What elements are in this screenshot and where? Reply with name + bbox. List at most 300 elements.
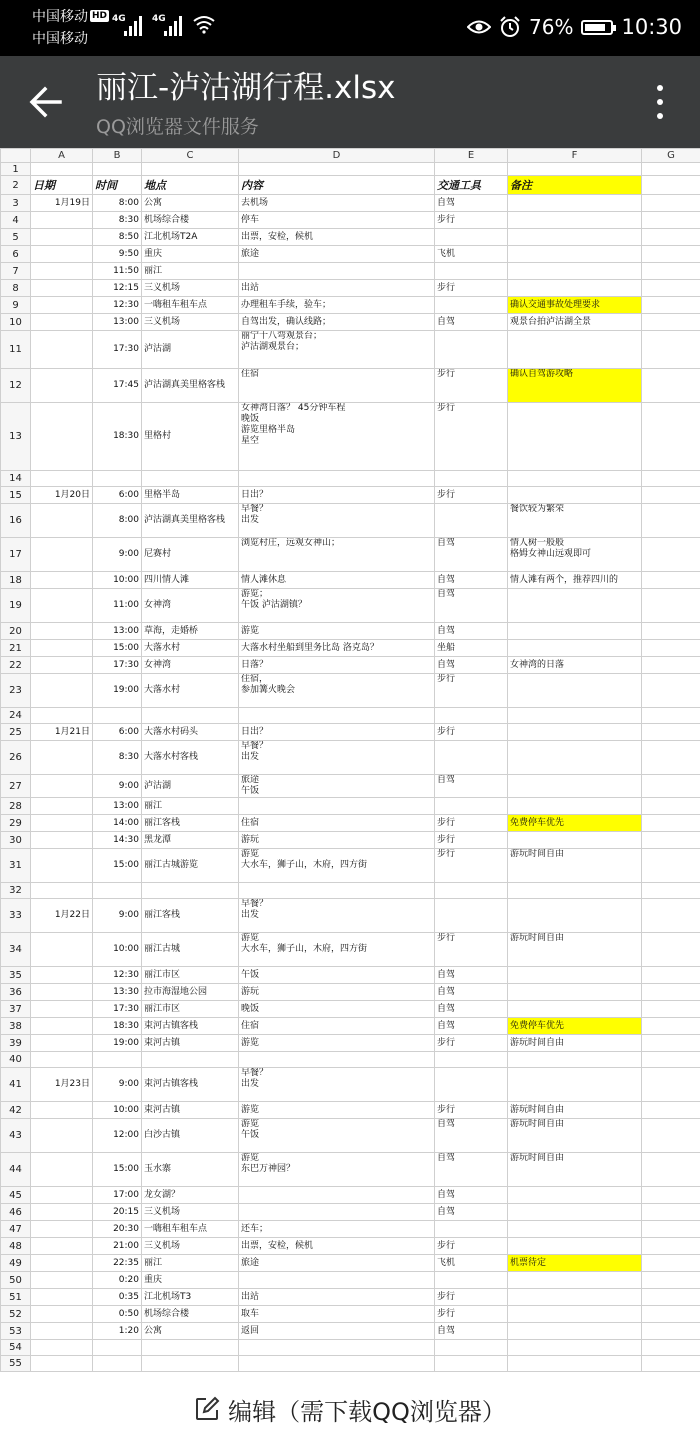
cell-notes[interactable]: [508, 832, 642, 849]
cell-notes[interactable]: [508, 1340, 642, 1356]
cell-content[interactable]: [239, 1187, 435, 1204]
cell-transport[interactable]: 飞机: [435, 1255, 508, 1272]
cell[interactable]: [642, 195, 700, 212]
cell-place[interactable]: 重庆: [142, 246, 239, 263]
cell-date[interactable]: [31, 1052, 93, 1068]
cell-place[interactable]: 丽江: [142, 1255, 239, 1272]
cell[interactable]: [642, 623, 700, 640]
cell-notes[interactable]: [508, 246, 642, 263]
cell[interactable]: [642, 1323, 700, 1340]
cell[interactable]: [642, 1119, 700, 1153]
cell-place[interactable]: 里格半岛: [142, 487, 239, 504]
row-number[interactable]: 51: [1, 1289, 31, 1306]
cell-content[interactable]: 游览 大水车，狮子山，木府，四方街: [239, 849, 435, 883]
cell-notes[interactable]: 游玩时间自由: [508, 1035, 642, 1052]
cell-place[interactable]: 机场综合楼: [142, 1306, 239, 1323]
cell-content[interactable]: [239, 471, 435, 487]
row-number[interactable]: 12: [1, 369, 31, 403]
cell-notes[interactable]: 情人树一般般 格姆女神山远观即可: [508, 538, 642, 572]
cell[interactable]: [642, 163, 700, 176]
cell-date[interactable]: [31, 314, 93, 331]
cell-time[interactable]: 19:00: [93, 1035, 142, 1052]
row-number[interactable]: 38: [1, 1018, 31, 1035]
row-number[interactable]: 22: [1, 657, 31, 674]
row-number[interactable]: 14: [1, 471, 31, 487]
cell[interactable]: [642, 1018, 700, 1035]
cell[interactable]: [142, 163, 239, 176]
cell-notes[interactable]: [508, 1306, 642, 1323]
cell-transport[interactable]: 自驾: [435, 589, 508, 623]
cell-transport[interactable]: 自驾: [435, 657, 508, 674]
cell-content[interactable]: 停车: [239, 212, 435, 229]
cell-notes[interactable]: 餐饮较为繁荣: [508, 504, 642, 538]
cell-time[interactable]: 13:00: [93, 314, 142, 331]
cell-place[interactable]: 一嗨租车租车点: [142, 297, 239, 314]
cell-time[interactable]: 9:00: [93, 899, 142, 933]
cell-time[interactable]: 22:35: [93, 1255, 142, 1272]
more-vertical-icon[interactable]: [656, 82, 664, 122]
cell-place[interactable]: 丽江: [142, 798, 239, 815]
cell-transport[interactable]: 自驾: [435, 1323, 508, 1340]
cell-time[interactable]: 17:30: [93, 331, 142, 369]
cell-transport[interactable]: 自驾: [435, 1204, 508, 1221]
cell-content[interactable]: 住宿: [239, 815, 435, 832]
cell-transport[interactable]: 步行: [435, 1238, 508, 1255]
cell[interactable]: [642, 1187, 700, 1204]
cell-notes[interactable]: [508, 1204, 642, 1221]
cell-time[interactable]: 8:30: [93, 212, 142, 229]
cell-transport[interactable]: [435, 331, 508, 369]
row-number[interactable]: 35: [1, 967, 31, 984]
cell-place[interactable]: 丽江客栈: [142, 815, 239, 832]
cell-place[interactable]: 泸沽湖: [142, 775, 239, 798]
cell-date[interactable]: 1月21日: [31, 724, 93, 741]
cell-time[interactable]: 20:30: [93, 1221, 142, 1238]
cell-place[interactable]: 三义机场: [142, 314, 239, 331]
cell-content[interactable]: [239, 263, 435, 280]
column-header[interactable]: C: [142, 149, 239, 163]
cell-content[interactable]: 出站: [239, 1289, 435, 1306]
cell-place[interactable]: 尼赛村: [142, 538, 239, 572]
cell-place[interactable]: 丽江古城游览: [142, 849, 239, 883]
cell-notes[interactable]: 游玩时间自由: [508, 1119, 642, 1153]
cell-content[interactable]: 早餐？ 出发: [239, 504, 435, 538]
cell[interactable]: [642, 1102, 700, 1119]
cell-notes[interactable]: [508, 775, 642, 798]
cell-content[interactable]: 游览: [239, 1035, 435, 1052]
cell-notes[interactable]: [508, 1068, 642, 1102]
row-number[interactable]: 39: [1, 1035, 31, 1052]
row-number[interactable]: 5: [1, 229, 31, 246]
cell-date[interactable]: [31, 1323, 93, 1340]
cell-time[interactable]: 12:30: [93, 967, 142, 984]
cell-place[interactable]: 大落水村码头: [142, 724, 239, 741]
column-header[interactable]: F: [508, 149, 642, 163]
cell-content[interactable]: 游玩: [239, 832, 435, 849]
cell-content[interactable]: 午饭: [239, 967, 435, 984]
cell-content[interactable]: 日落？: [239, 657, 435, 674]
cell-date[interactable]: [31, 815, 93, 832]
cell-place[interactable]: 白沙古镇: [142, 1119, 239, 1153]
row-number[interactable]: 3: [1, 195, 31, 212]
cell-date[interactable]: [31, 1289, 93, 1306]
cell[interactable]: [642, 212, 700, 229]
cell-place[interactable]: [142, 471, 239, 487]
cell-content[interactable]: 日出？: [239, 487, 435, 504]
cell-notes[interactable]: [508, 263, 642, 280]
cell[interactable]: [642, 331, 700, 369]
cell[interactable]: [642, 403, 700, 471]
cell-notes[interactable]: 游玩时间自由: [508, 933, 642, 967]
cell-date[interactable]: [31, 883, 93, 899]
cell-place[interactable]: 泸沽湖真美里格客栈: [142, 504, 239, 538]
cell[interactable]: [642, 589, 700, 623]
cell-transport[interactable]: 步行: [435, 403, 508, 471]
cell-time[interactable]: 8:00: [93, 504, 142, 538]
cell-transport[interactable]: 自驾: [435, 984, 508, 1001]
cell-notes[interactable]: [508, 674, 642, 708]
row-number[interactable]: 16: [1, 504, 31, 538]
row-number[interactable]: 11: [1, 331, 31, 369]
cell-time[interactable]: 13:00: [93, 798, 142, 815]
cell-place[interactable]: 黑龙潭: [142, 832, 239, 849]
cell-date[interactable]: [31, 967, 93, 984]
cell-transport[interactable]: 自驾: [435, 195, 508, 212]
cell-time[interactable]: 12:30: [93, 297, 142, 314]
cell-time[interactable]: [93, 883, 142, 899]
cell-transport[interactable]: [435, 798, 508, 815]
cell-time[interactable]: 9:00: [93, 538, 142, 572]
cell-place[interactable]: 丽江: [142, 263, 239, 280]
cell-date[interactable]: [31, 1119, 93, 1153]
cell[interactable]: [642, 933, 700, 967]
cell-place[interactable]: 束河古镇: [142, 1102, 239, 1119]
row-number[interactable]: 8: [1, 280, 31, 297]
cell-place[interactable]: 公寓: [142, 1323, 239, 1340]
cell-date[interactable]: [31, 623, 93, 640]
cell-content[interactable]: 女神湾日落？ 45分钟车程 晚饭 游览里格半岛 星空: [239, 403, 435, 471]
cell-content[interactable]: 日出？: [239, 724, 435, 741]
cell-time[interactable]: 9:00: [93, 1068, 142, 1102]
row-number[interactable]: 19: [1, 589, 31, 623]
cell-time[interactable]: 12:15: [93, 280, 142, 297]
cell[interactable]: [642, 572, 700, 589]
row-number[interactable]: 27: [1, 775, 31, 798]
cell[interactable]: [642, 775, 700, 798]
cell-time[interactable]: 6:00: [93, 487, 142, 504]
cell-transport[interactable]: [435, 1356, 508, 1372]
row-number[interactable]: 36: [1, 984, 31, 1001]
cell-notes[interactable]: [508, 1052, 642, 1068]
cell[interactable]: [508, 163, 642, 176]
cell-notes[interactable]: [508, 899, 642, 933]
cell[interactable]: [642, 815, 700, 832]
cell-time[interactable]: [93, 471, 142, 487]
cell-transport[interactable]: 步行: [435, 849, 508, 883]
row-number[interactable]: 42: [1, 1102, 31, 1119]
cell-content[interactable]: 游玩: [239, 984, 435, 1001]
cell-content[interactable]: 游览； 午饭 泸沽湖镇？: [239, 589, 435, 623]
row-number[interactable]: 45: [1, 1187, 31, 1204]
column-header[interactable]: G: [642, 149, 700, 163]
cell-content[interactable]: 丽宁十八弯观景台； 泸沽湖观景台；: [239, 331, 435, 369]
cell-transport[interactable]: [435, 899, 508, 933]
cell-transport[interactable]: [435, 504, 508, 538]
cell[interactable]: [642, 1035, 700, 1052]
cell-notes[interactable]: 免费停车优先: [508, 1018, 642, 1035]
cell[interactable]: [239, 163, 435, 176]
cell-place[interactable]: 大落水村: [142, 640, 239, 657]
cell-transport[interactable]: 坐船: [435, 640, 508, 657]
cell-content[interactable]: 游览 午饭: [239, 1119, 435, 1153]
cell[interactable]: [642, 1153, 700, 1187]
cell-date[interactable]: [31, 1255, 93, 1272]
cell-place[interactable]: 龙女湖？: [142, 1187, 239, 1204]
row-number[interactable]: 26: [1, 741, 31, 775]
row-number[interactable]: 18: [1, 572, 31, 589]
row-number[interactable]: 53: [1, 1323, 31, 1340]
cell-notes[interactable]: [508, 1323, 642, 1340]
cell-date[interactable]: [31, 1153, 93, 1187]
cell-date[interactable]: [31, 212, 93, 229]
cell-notes[interactable]: [508, 1221, 642, 1238]
cell-place[interactable]: 束河古镇: [142, 1035, 239, 1052]
row-number[interactable]: 47: [1, 1221, 31, 1238]
cell-time[interactable]: 21:00: [93, 1238, 142, 1255]
cell-time[interactable]: [93, 1340, 142, 1356]
cell-date[interactable]: [31, 849, 93, 883]
edit-button[interactable]: [0, 1386, 700, 1432]
cell-transport[interactable]: 步行: [435, 933, 508, 967]
cell-place[interactable]: 四川情人滩: [142, 572, 239, 589]
cell-date[interactable]: [31, 775, 93, 798]
cell[interactable]: [642, 1306, 700, 1323]
cell-time[interactable]: 10:00: [93, 1102, 142, 1119]
row-number[interactable]: 13: [1, 403, 31, 471]
cell[interactable]: [642, 1204, 700, 1221]
cell-content[interactable]: 出站: [239, 280, 435, 297]
column-header[interactable]: B: [93, 149, 142, 163]
cell-transport[interactable]: 自驾: [435, 1119, 508, 1153]
cell[interactable]: [642, 1272, 700, 1289]
cell-notes[interactable]: [508, 212, 642, 229]
cell-content[interactable]: 办理租车手续，验车；: [239, 297, 435, 314]
cell[interactable]: [642, 832, 700, 849]
cell-date[interactable]: [31, 263, 93, 280]
header-notes[interactable]: 备注: [508, 176, 642, 195]
cell-content[interactable]: 住宿: [239, 369, 435, 403]
cell-date[interactable]: [31, 1018, 93, 1035]
cell-date[interactable]: 1月22日: [31, 899, 93, 933]
cell[interactable]: [642, 1289, 700, 1306]
cell-transport[interactable]: 自驾: [435, 1001, 508, 1018]
row-number[interactable]: 23: [1, 674, 31, 708]
cell-notes[interactable]: 游玩时间自由: [508, 849, 642, 883]
cell[interactable]: [642, 640, 700, 657]
cell-place[interactable]: 公寓: [142, 195, 239, 212]
cell-transport[interactable]: [435, 1068, 508, 1102]
cell[interactable]: [642, 724, 700, 741]
cell-time[interactable]: 18:30: [93, 403, 142, 471]
cell-place[interactable]: 束河古镇客栈: [142, 1018, 239, 1035]
cell-time[interactable]: 14:30: [93, 832, 142, 849]
cell-notes[interactable]: [508, 1289, 642, 1306]
column-header[interactable]: A: [31, 149, 93, 163]
cell-content[interactable]: [239, 1272, 435, 1289]
cell-transport[interactable]: 步行: [435, 724, 508, 741]
cell-content[interactable]: 早餐？ 出发: [239, 741, 435, 775]
cell-content[interactable]: [239, 883, 435, 899]
cell-notes[interactable]: 女神湾的日落: [508, 657, 642, 674]
row-number[interactable]: 30: [1, 832, 31, 849]
cell-transport[interactable]: [435, 1340, 508, 1356]
cell-date[interactable]: [31, 403, 93, 471]
cell-transport[interactable]: 步行: [435, 1306, 508, 1323]
row-number[interactable]: 34: [1, 933, 31, 967]
cell-date[interactable]: [31, 640, 93, 657]
cell-date[interactable]: [31, 589, 93, 623]
row-number[interactable]: 46: [1, 1204, 31, 1221]
cell-notes[interactable]: [508, 640, 642, 657]
cell-notes[interactable]: [508, 1187, 642, 1204]
cell-date[interactable]: [31, 1204, 93, 1221]
cell-place[interactable]: [142, 1356, 239, 1372]
cell-time[interactable]: 15:00: [93, 1153, 142, 1187]
cell-date[interactable]: [31, 1306, 93, 1323]
cell-date[interactable]: [31, 674, 93, 708]
row-number[interactable]: 31: [1, 849, 31, 883]
row-number[interactable]: 48: [1, 1238, 31, 1255]
cell-transport[interactable]: 飞机: [435, 246, 508, 263]
cell[interactable]: [642, 708, 700, 724]
cell-notes[interactable]: [508, 724, 642, 741]
cell-time[interactable]: [93, 1356, 142, 1372]
cell-notes[interactable]: [508, 195, 642, 212]
cell-time[interactable]: 17:00: [93, 1187, 142, 1204]
cell-place[interactable]: 束河古镇客栈: [142, 1068, 239, 1102]
cell-notes[interactable]: 免费停车优先: [508, 815, 642, 832]
cell-date[interactable]: [31, 297, 93, 314]
cell-time[interactable]: 17:45: [93, 369, 142, 403]
row-number[interactable]: 4: [1, 212, 31, 229]
cell-transport[interactable]: [435, 883, 508, 899]
cell-notes[interactable]: [508, 471, 642, 487]
cell-notes[interactable]: [508, 487, 642, 504]
cell-date[interactable]: 1月20日: [31, 487, 93, 504]
cell-transport[interactable]: 步行: [435, 815, 508, 832]
cell[interactable]: [642, 369, 700, 403]
header-place[interactable]: 地点: [142, 176, 239, 195]
cell-notes[interactable]: [508, 331, 642, 369]
header-content[interactable]: 内容: [239, 176, 435, 195]
cell-time[interactable]: 20:15: [93, 1204, 142, 1221]
cell-transport[interactable]: [435, 708, 508, 724]
row-number[interactable]: 50: [1, 1272, 31, 1289]
cell-time[interactable]: 14:00: [93, 815, 142, 832]
header-transport[interactable]: 交通工具: [435, 176, 508, 195]
cell[interactable]: [642, 674, 700, 708]
cell-notes[interactable]: [508, 1238, 642, 1255]
header-date[interactable]: 日期: [31, 176, 93, 195]
cell-content[interactable]: 游览: [239, 1102, 435, 1119]
cell[interactable]: [642, 246, 700, 263]
cell-notes[interactable]: [508, 280, 642, 297]
cell-time[interactable]: 13:30: [93, 984, 142, 1001]
cell[interactable]: [642, 1068, 700, 1102]
cell-date[interactable]: [31, 280, 93, 297]
cell-notes[interactable]: 确认自驾游攻略: [508, 369, 642, 403]
cell-notes[interactable]: 游玩时间自由: [508, 1102, 642, 1119]
cell[interactable]: [642, 1221, 700, 1238]
cell-place[interactable]: [142, 1052, 239, 1068]
cell[interactable]: [642, 297, 700, 314]
cell-notes[interactable]: 观景台拍泸沽湖全景: [508, 314, 642, 331]
cell[interactable]: [642, 1255, 700, 1272]
cell-place[interactable]: 大落水村客栈: [142, 741, 239, 775]
cell[interactable]: [642, 657, 700, 674]
cell-place[interactable]: 丽江市区: [142, 1001, 239, 1018]
cell[interactable]: [642, 538, 700, 572]
cell[interactable]: [642, 849, 700, 883]
cell-time[interactable]: 0:20: [93, 1272, 142, 1289]
cell-date[interactable]: [31, 538, 93, 572]
cell[interactable]: [435, 163, 508, 176]
cell-time[interactable]: 0:35: [93, 1289, 142, 1306]
row-number[interactable]: 54: [1, 1340, 31, 1356]
cell-time[interactable]: 9:00: [93, 775, 142, 798]
cell-content[interactable]: [239, 798, 435, 815]
cell-transport[interactable]: 自驾: [435, 1153, 508, 1187]
row-number[interactable]: 15: [1, 487, 31, 504]
cell-transport[interactable]: 步行: [435, 1102, 508, 1119]
cell-place[interactable]: 丽江古城: [142, 933, 239, 967]
cell[interactable]: [642, 1238, 700, 1255]
row-number[interactable]: 9: [1, 297, 31, 314]
cell-place[interactable]: 里格村: [142, 403, 239, 471]
row-number[interactable]: 40: [1, 1052, 31, 1068]
cell-place[interactable]: 机场综合楼: [142, 212, 239, 229]
cell-date[interactable]: [31, 369, 93, 403]
cell-time[interactable]: 6:00: [93, 724, 142, 741]
cell[interactable]: [642, 984, 700, 1001]
cell-time[interactable]: 8:30: [93, 741, 142, 775]
cell-date[interactable]: [31, 933, 93, 967]
row-number[interactable]: 6: [1, 246, 31, 263]
row-number[interactable]: 41: [1, 1068, 31, 1102]
cell-place[interactable]: 三义机场: [142, 1204, 239, 1221]
cell-date[interactable]: [31, 1102, 93, 1119]
cell-date[interactable]: [31, 984, 93, 1001]
cell-notes[interactable]: [508, 967, 642, 984]
cell-time[interactable]: 8:50: [93, 229, 142, 246]
cell-transport[interactable]: 步行: [435, 674, 508, 708]
cell-content[interactable]: [239, 1340, 435, 1356]
cell-notes[interactable]: 机票待定: [508, 1255, 642, 1272]
cell-content[interactable]: 自驾出发，确认线路；: [239, 314, 435, 331]
cell[interactable]: [642, 487, 700, 504]
row-number[interactable]: 17: [1, 538, 31, 572]
cell-notes[interactable]: [508, 589, 642, 623]
row-number[interactable]: 24: [1, 708, 31, 724]
row-number[interactable]: 43: [1, 1119, 31, 1153]
cell[interactable]: [642, 1340, 700, 1356]
cell-transport[interactable]: 步行: [435, 369, 508, 403]
cell-transport[interactable]: [435, 741, 508, 775]
cell-transport[interactable]: 步行: [435, 212, 508, 229]
cell-place[interactable]: [142, 1340, 239, 1356]
cell[interactable]: [642, 314, 700, 331]
cell-transport[interactable]: 自驾: [435, 967, 508, 984]
